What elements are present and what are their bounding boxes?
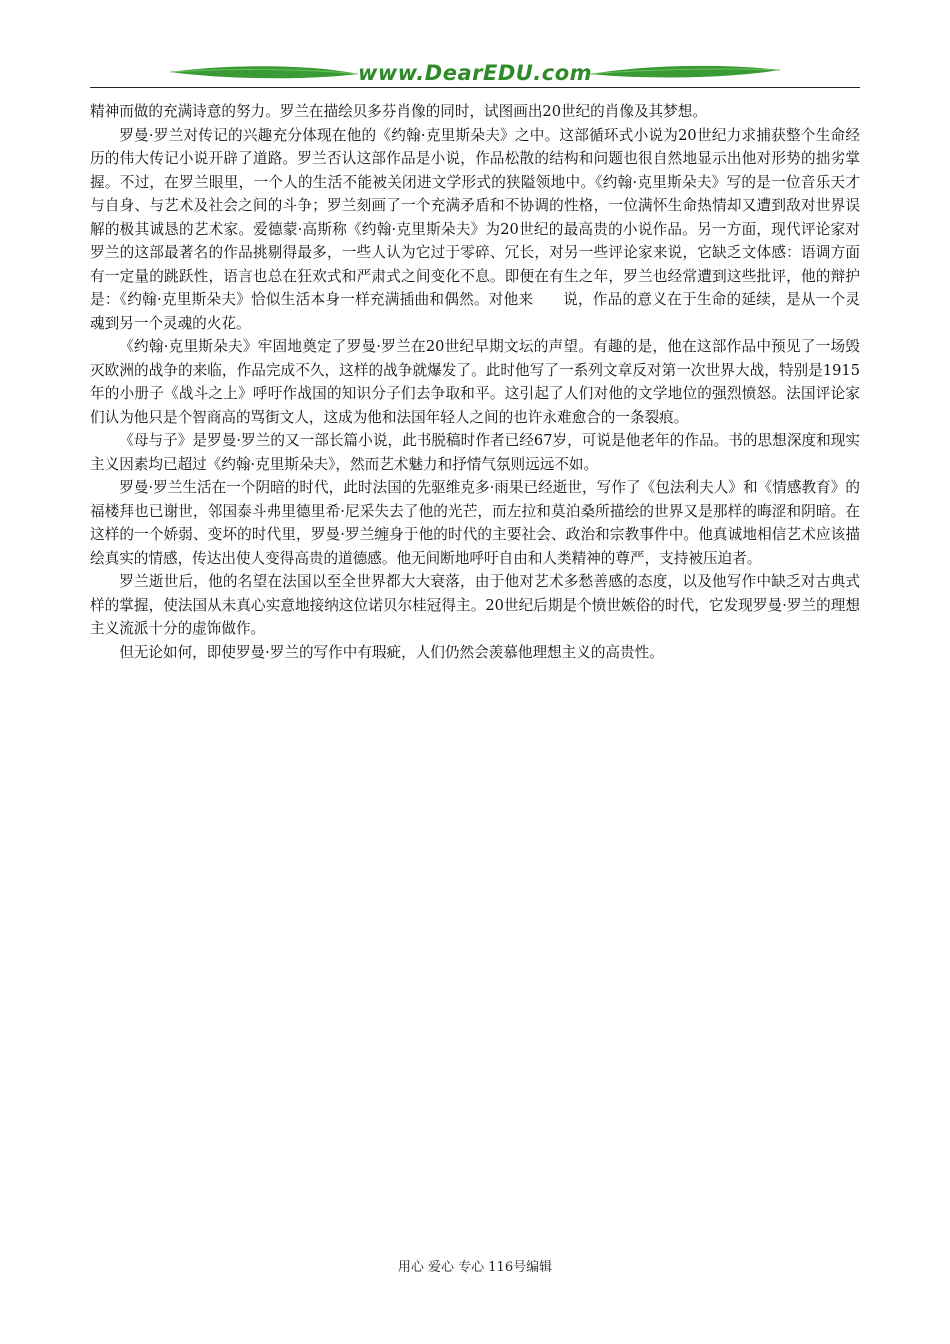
header-divider — [90, 87, 860, 88]
page-header — [90, 56, 860, 90]
paragraph: 罗兰逝世后，他的名望在法国以至全世界都大大衰落，由于他对艺术多愁善感的态度，以及他写作中缺乏对古典式样的掌握，使法国从未真心实意地接纳这位诺贝尔桂冠得主。20世纪后期是个愤世嫉俗的时代，它发现罗曼·罗兰的理想主义流派十分的虚饰做作。 — [90, 573, 860, 637]
paragraph: 《约翰·克里斯朵夫》牢固地奠定了罗曼·罗兰在20世纪早期文坛的声望。有趣的是，他在这部作品中预见了一场毁灭欧洲的战争的来临，作品完成不久，这样的战争就爆发了。此时他写了一系列文章反对第一次世界大战，特别是1915年的小册子《战斗之上》呼吁作战国的知识分子们去争取和平。这引起了人们对他的文学地位的强烈愤怒。法国评论家们认为他只是个智商高的骂街文人，这成为他和法国年轻人之间的也许永难愈合的一条裂痕。 — [90, 338, 860, 426]
paragraph: 罗曼·罗兰生活在一个阴暗的时代，此时法国的先驱维克多·雨果已经逝世，写作了《包法利夫人》和《情感教育》的福楼拜也已谢世，邻国泰斗弗里德里希·尼采失去了他的光芒，而左拉和莫泊桑所描绘的世界又是那样的晦涩和阴暗。在这样的一个娇弱、变坏的时代里，罗曼·罗兰缠身于他的时代的主要社会、政治和宗教事件中。他真诚地相信艺术应该描绘真实的情感，传达出使人变得高贵的道德感。他无间断地呼吁自由和人类精神的尊严，支持被压迫者。 — [90, 479, 860, 567]
paragraph: 精神而做的充满诗意的努力。罗兰在描绘贝多芬肖像的同时，试图画出20世纪的肖像及其梦想。 — [90, 103, 707, 120]
paragraph: 罗曼·罗兰对传记的兴趣充分体现在他的《约翰·克里斯朵夫》之中。这部循环式小说为20世纪力求捕获整个生命经历的伟大传记小说开辟了道路。罗兰否认这部作品是小说，作品松散的结构和问题也很自然地显示出他对形势的拙劣掌握。不过，在罗兰眼里，一个人的生活不能被关闭进文学形式的狭隘领地中。《约翰·克里斯朵夫》写的是一位音乐天才与自身、与艺术及社会之间的斗争；罗兰刻画了一个充满矛盾和不协调的性格，一位满怀生命热情却又遭到敌对世界误解的极其诚恳的艺术家。爱德蒙·高斯称《约翰·克里斯朵夫》为20世纪的最高贵的小说作品。另一方面，现代评论家对罗兰的这部最著名的作品挑剔得最多，一些人认为它过于零碎、冗长，对另一些评论家来说，它缺乏文体感：语调方面有一定量的跳跃性，语言也总在狂欢式和严肃式之间变化不息。即便在有生之年，罗兰也经常遭到这些批评，他的辩护是：《约翰·克里斯朵夫》恰似生活本身一样充满插曲和偶然。对他来 说，作品的意义在于生命的延续，是从一个灵魂到另一个灵魂的火花。 — [90, 126, 860, 332]
page-footer: 用心 爱心 专心 116号编辑 — [397, 1260, 553, 1275]
article-body — [90, 100, 860, 664]
site-logo-text: www.DearEDU.com — [357, 61, 593, 85]
paragraph: 但无论如何，即使罗曼·罗兰的写作中有瑕疵，人们仍然会羡慕他理想主义的高贵性。 — [119, 643, 664, 661]
paragraph: 《母与子》是罗曼·罗兰的又一部长篇小说，此书脱稿时作者已经67岁，可说是他老年的作品。书的思想深度和现实主义因素均已超过《约翰·克里斯朵夫》，然而艺术魅力和抒情气氛则远远不如。 — [90, 432, 860, 473]
